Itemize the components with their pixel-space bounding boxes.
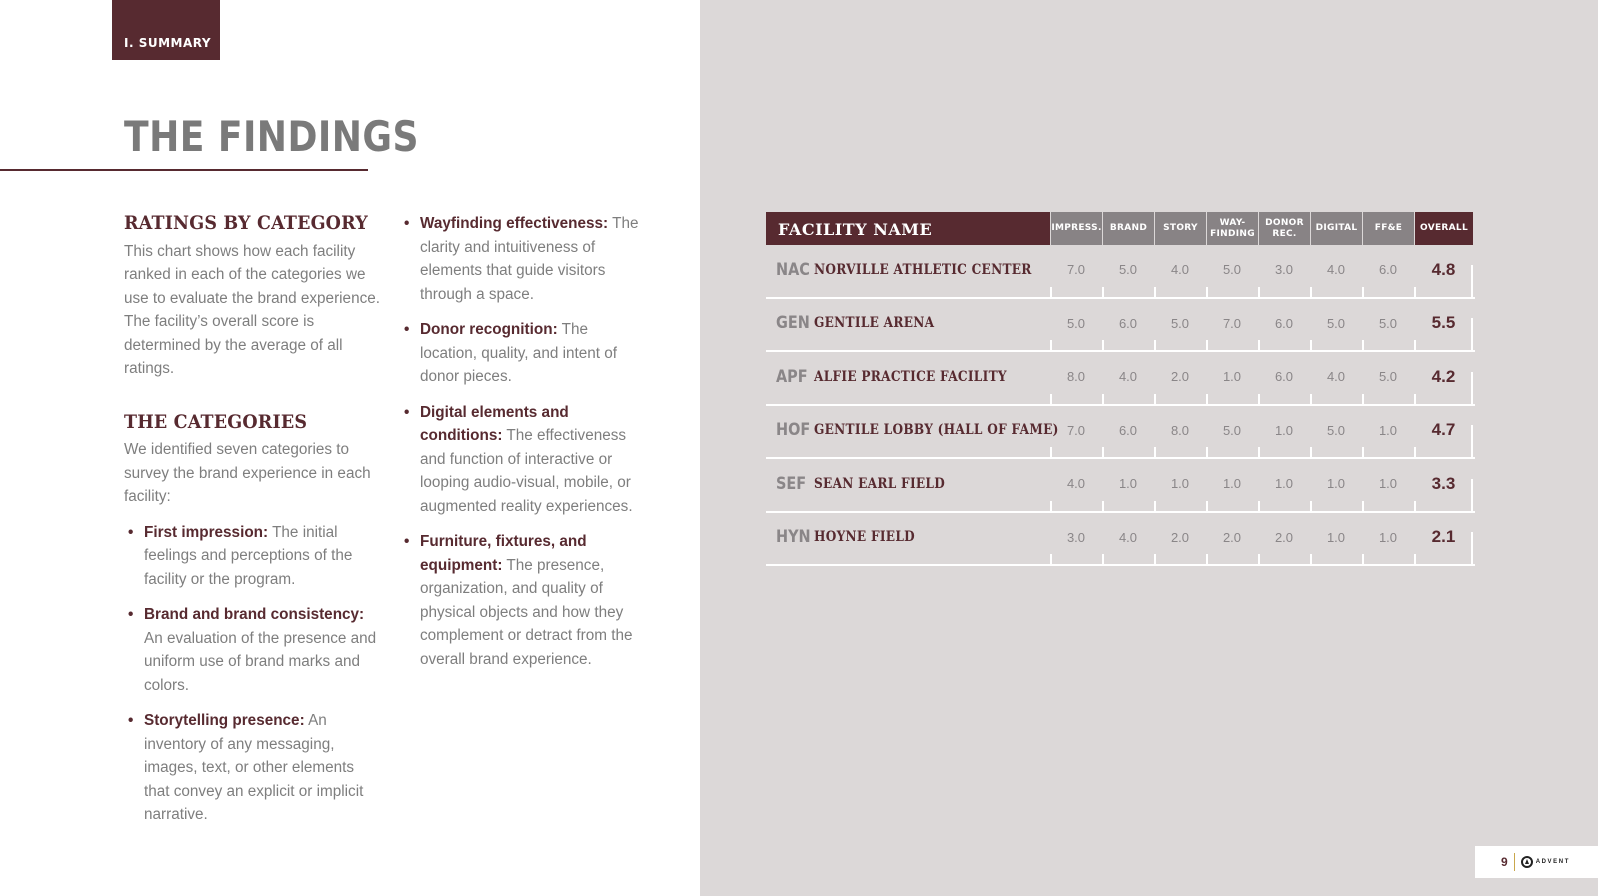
category-item [404,318,644,389]
column-header: OVERALL [1414,212,1473,245]
rating-cell: 1.0 [1154,459,1206,513]
rating-cell: 1.0 [1206,459,1258,513]
table-row [766,406,1475,460]
facility-abbreviation: HYN [776,527,811,548]
table-row [766,352,1475,406]
rating-cell: 6.0 [1258,352,1310,406]
rating-cell: 5.0 [1050,299,1102,353]
rating-cell: 1.0 [1206,352,1258,406]
rating-cell: 5.0 [1154,299,1206,353]
category-description: The effectiveness and function of interactive or looping audio-visual, mobile, or augmented reality experiences. [420,427,633,515]
facility-name: NORVILLE ATHLETIC CENTER [814,261,1032,278]
rating-cell: 2.0 [1154,513,1206,567]
rating-cell: 5.0 [1310,406,1362,460]
rating-cell: 1.0 [1258,459,1310,513]
category-term: Brand and brand consistency: [144,606,365,623]
facility-cell [766,352,1050,406]
logo-text: ADVENT [1535,859,1570,865]
overall-score: 4.2 [1414,352,1473,406]
category-description: The clarity and intuitiveness of elements that guide visitors through a space. [420,215,639,303]
footer [1475,846,1598,878]
category-description: The initial feelings and perceptions of the facility or the program. [144,523,353,588]
category-term: Furniture, fixtures, and equipment: [420,533,587,574]
rating-cell: 3.0 [1050,513,1102,567]
category-term: First impression: [144,523,269,541]
rating-cell: 7.0 [1206,299,1258,353]
facility-abbreviation: HOF [776,420,811,441]
category-description: The presence, organization, and quality of physical objects and how they complement or detract from the overall brand experience. [420,556,633,668]
facility-cell [766,245,1050,299]
rating-cell: 2.0 [1154,352,1206,406]
overall-score: 4.7 [1414,406,1473,460]
category-term: Storytelling presence: [144,712,305,729]
title-underline [0,169,368,171]
middle-column [404,212,644,683]
overall-score: 5.5 [1414,299,1473,353]
category-description: An inventory of any messaging, images, text, or other elements that convey an explicit or implicit narrative. [144,712,364,823]
table-row [766,459,1475,513]
category-description: The location, quality, and intent of donor pieces. [420,321,618,385]
rating-cell: 2.0 [1206,513,1258,567]
rating-cell: 1.0 [1362,406,1414,460]
ratings-body: This chart shows how each facility ranked in each of the categories we use to evaluate the brand experience. The facility’s overall score is determined by the average of all ratings. [124,242,380,377]
category-item [404,212,644,306]
category-item [404,401,644,519]
overall-score: 4.8 [1414,245,1473,299]
rating-cell: 6.0 [1102,299,1154,353]
section-tab: I. SUMMARY [112,0,220,60]
table-body [766,245,1475,566]
facility-cell [766,299,1050,353]
rating-cell: 4.0 [1310,352,1362,406]
column-header: WAY- FINDING [1206,212,1258,245]
column-header: DIGITAL [1310,212,1362,245]
category-item [124,521,380,592]
rating-cell: 1.0 [1102,459,1154,513]
facility-name-header: FACILITY NAME [766,212,1050,245]
column-header: BRAND [1102,212,1154,245]
rating-cell: 4.0 [1310,245,1362,299]
table-row [766,299,1475,353]
category-term: Wayfinding effectiveness: [420,215,609,232]
table-row [766,245,1475,299]
facility-name: GENTILE ARENA [814,315,935,332]
footer-divider [1514,853,1515,871]
facility-name: GENTILE LOBBY (HALL OF FAME) [814,422,1059,439]
rating-cell: 1.0 [1362,513,1414,567]
rating-cell: 7.0 [1050,245,1102,299]
facility-name: HOYNE FIELD [814,529,915,546]
table-row [766,513,1475,567]
rating-cell: 1.0 [1258,406,1310,460]
rating-cell: 5.0 [1310,299,1362,353]
category-term: Digital elements and conditions: [420,403,569,444]
rating-cell: 5.0 [1362,299,1414,353]
left-column [124,212,380,839]
facility-abbreviation: GEN [776,313,810,334]
facility-name: SEAN EARL FIELD [814,475,946,492]
categories-intro: We identified seven categories to survey the brand experience in each facility: [124,441,371,505]
column-header: STORY [1154,212,1206,245]
advent-logo-icon [1521,856,1533,868]
rating-cell: 8.0 [1050,352,1102,406]
rating-cell: 6.0 [1362,245,1414,299]
category-description: An evaluation of the presence and uniform use of brand marks and colors. [144,629,377,694]
rating-cell: 3.0 [1258,245,1310,299]
rating-cell: 5.0 [1206,406,1258,460]
facility-cell [766,406,1059,460]
column-header: IMPRESS. [1050,212,1102,245]
rating-cell: 1.0 [1310,513,1362,567]
rating-cell: 4.0 [1050,459,1102,513]
rating-cell: 6.0 [1258,299,1310,353]
page-title: THE FINDINGS [124,112,419,161]
column-header: DONOR REC. [1258,212,1310,245]
facility-abbreviation: APF [776,366,808,387]
rating-cell: 5.0 [1102,245,1154,299]
rating-cell: 8.0 [1154,406,1206,460]
categories-heading: THE CATEGORIES [124,410,308,433]
rating-cell: 4.0 [1154,245,1206,299]
overall-score: 2.1 [1414,513,1473,567]
ratings-heading: RATINGS BY CATEGORY [124,212,368,234]
page-number: 9 [1501,855,1508,869]
rating-cell: 7.0 [1050,406,1102,460]
category-list-left [124,521,380,827]
overall-score: 3.3 [1414,459,1473,513]
facility-name: ALFIE PRACTICE FACILITY [814,368,1007,385]
rating-cell: 6.0 [1102,406,1154,460]
rating-cell: 5.0 [1362,352,1414,406]
rating-cell: 1.0 [1310,459,1362,513]
table-header [766,212,1475,245]
column-header: FF&E [1362,212,1414,245]
rating-cell: 4.0 [1102,513,1154,567]
rating-cell: 5.0 [1206,245,1258,299]
category-item [124,709,380,827]
rating-cell: 4.0 [1102,352,1154,406]
category-item [124,603,380,697]
facility-abbreviation: NAC [776,259,810,280]
facility-cell [766,459,1050,513]
facility-cell [766,513,1050,567]
category-term: Donor recognition: [420,321,558,338]
rating-cell: 2.0 [1258,513,1310,567]
rating-cell: 1.0 [1362,459,1414,513]
category-item [404,530,644,671]
facility-abbreviation: SEF [776,473,807,494]
ratings-table [766,212,1475,566]
category-list-right [404,212,644,671]
